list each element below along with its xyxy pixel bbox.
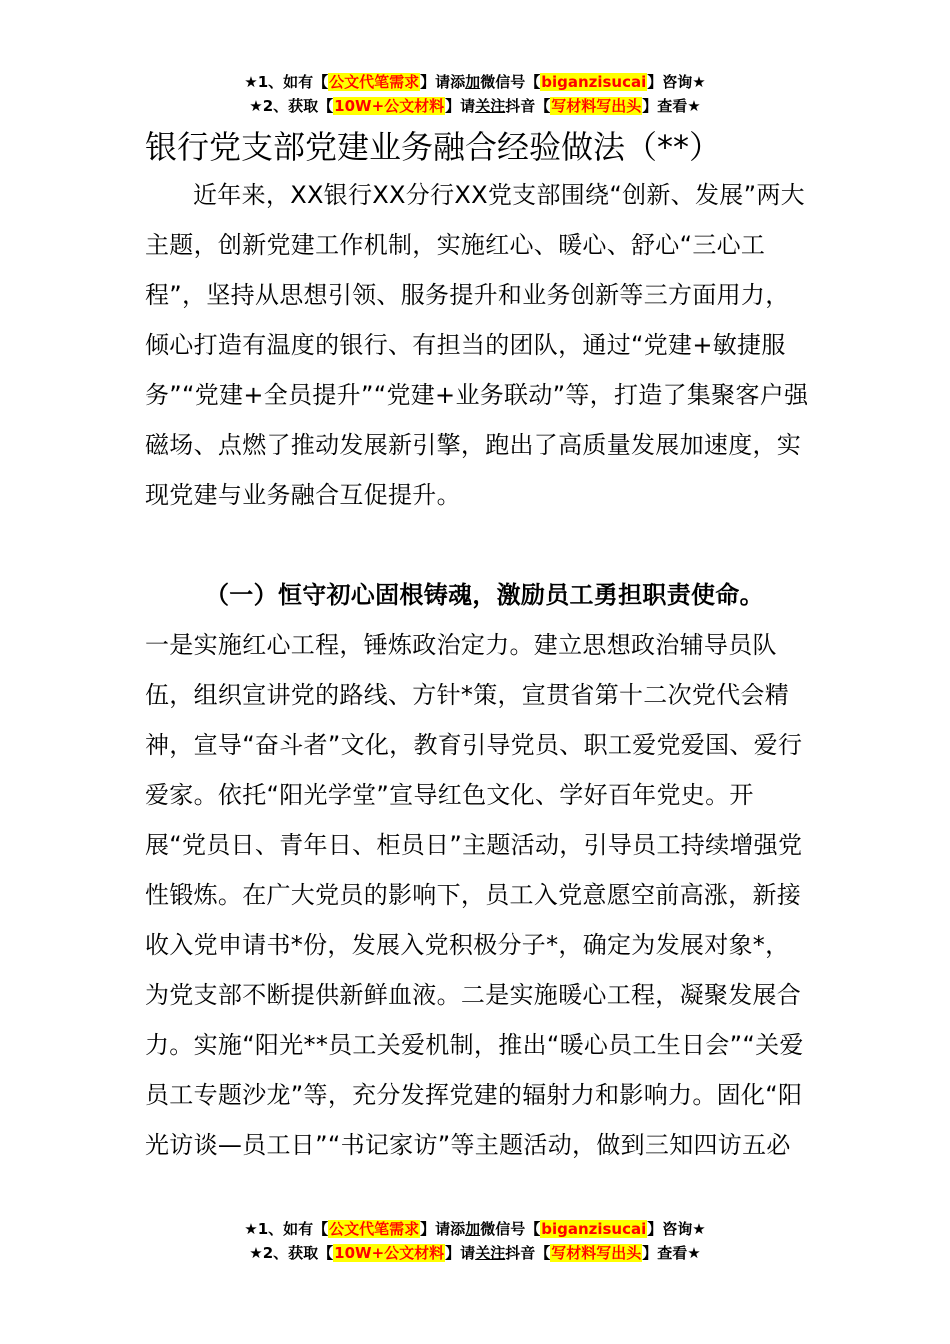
promo-banner-top — [0, 70, 950, 118]
highlight-service: 公文代笔需求 — [329, 1220, 420, 1238]
document-title: 银行党支部党建业务融合经验做法（**） — [145, 128, 722, 166]
highlight-wechat-id: biganzisucai — [541, 1220, 647, 1238]
promo-line-2: ★2、获取【10W+公文材料】请关注抖音【写材料写出头】查看★ — [249, 1244, 701, 1262]
star-icon: ★ — [249, 97, 263, 115]
star-icon: ★ — [249, 1244, 263, 1262]
highlight-douyin: 写材料写出头 — [551, 1244, 642, 1262]
promo-line-2: ★2、获取【10W+公文材料】请关注抖音【写材料写出头】查看★ — [249, 97, 701, 115]
star-icon: ★ — [692, 73, 706, 91]
highlight-wechat-id: biganzisucai — [541, 73, 647, 91]
star-icon: ★ — [244, 73, 258, 91]
highlight-service: 公文代笔需求 — [329, 73, 420, 91]
star-icon: ★ — [687, 97, 701, 115]
section-1-body: 一是实施红心工程，锤炼政治定力。建立思想政治辅导员队伍，组织宣讲党的路线、方针*策，宣贯省第十二次党代会精神，宣导“奋斗者”文化，教育引导党员、职工爱党爱国、爱行爱家。依托“阳光学堂”宣导红色文化、学好百年党史。开展“党员日、青年日、柜员日”主题活动，引导员工持续增强党性锻炼。在广大党员的影响下，员工入党意愿空前高涨，新接收入党申请书*份，发展入党积极分子*，确定为发展对象*，为党支部不断提供新鲜血液。二是实施暖心工程，凝聚发展合力。实施“阳光**员工关爱机制，推出“暖心员工生日会”“关爱员工专题沙龙”等，充分发挥党建的辐射力和影响力。固化“阳光访谈—员工日”“书记家访”等主题活动，做到三知四访五必 — [145, 631, 804, 1159]
highlight-douyin: 写材料写出头 — [551, 97, 642, 115]
star-icon: ★ — [692, 1220, 706, 1238]
highlight-materials: 10W+公文材料 — [334, 1244, 445, 1262]
star-icon: ★ — [687, 1244, 701, 1262]
promo-line-1: ★1、如有【公文代笔需求】请添加微信号【biganzisucai】咨询★ — [244, 73, 706, 91]
highlight-materials: 10W+公文材料 — [334, 97, 445, 115]
section-1-heading: （一）恒守初心固根铸魂，激励员工勇担职责使命。 — [205, 581, 764, 609]
star-icon: ★ — [244, 1220, 258, 1238]
promo-line-1: ★1、如有【公文代笔需求】请添加微信号【biganzisucai】咨询★ — [244, 1220, 706, 1238]
section-1 — [145, 570, 809, 1170]
intro-paragraph: 近年来，XX银行XX分行XX党支部围绕“创新、发展”两大主题，创新党建工作机制，实施红心、暖心、舒心“三心工程”，坚持从思想引领、服务提升和业务创新等三方面用力，倾心打造有温度的银行、有担当的团队，通过“党建+敏捷服务”“党建+全员提升”“党建+业务联动”等，打造了集聚客户强磁场、点燃了推动发展新引擎，跑出了高质量发展加速度，实现党建与业务融合互促提升。 — [145, 181, 809, 509]
promo-banner-bottom — [0, 1217, 950, 1265]
